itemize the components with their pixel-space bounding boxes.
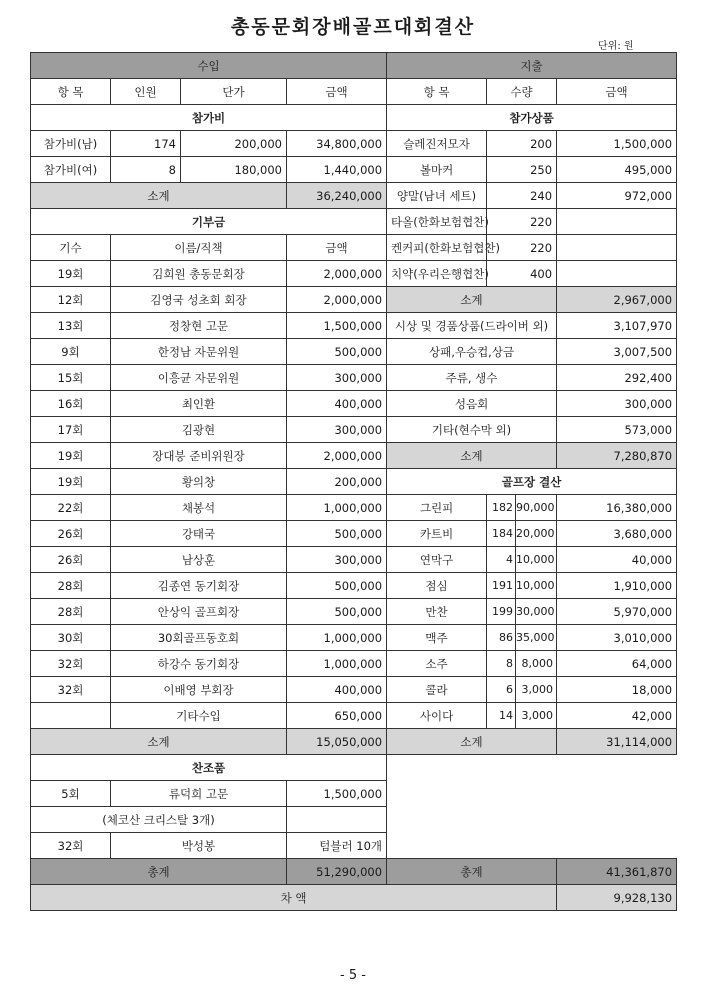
cell: 남상훈: [111, 547, 287, 573]
subtotal-label: 소계: [31, 729, 287, 755]
cell: 상패,우승컵,상금: [387, 339, 557, 365]
cell: 300,000: [287, 365, 387, 391]
cell: 650,000: [287, 703, 387, 729]
table-row: [31, 287, 677, 313]
cell: 맥주: [387, 625, 487, 651]
cell: 참가비(여): [31, 157, 111, 183]
cell: [557, 261, 677, 287]
cell: 1,500,000: [287, 313, 387, 339]
cell: 강태국: [111, 521, 287, 547]
golf-unit-price: 3,000: [515, 703, 556, 728]
golf-qty: 8: [506, 657, 514, 670]
table-row: [31, 443, 677, 469]
table-row: [31, 131, 677, 157]
settlement-table: [30, 52, 677, 911]
table-row: [31, 417, 677, 443]
document-title: 총동문회장배골프대회결산: [230, 16, 476, 38]
subtotal-value: 36,240,000: [287, 183, 387, 209]
table-row: [31, 573, 677, 599]
col-header: 항 목: [387, 79, 487, 105]
subtotal-value: 15,050,000: [287, 729, 387, 755]
cell: 8: [111, 157, 181, 183]
cell: 사이다: [387, 703, 487, 729]
cell: 19회: [31, 261, 111, 287]
cell: 3,107,970: [557, 313, 677, 339]
cell: 26회: [31, 521, 111, 547]
golf-price-amount: [557, 573, 677, 599]
golf-amount: 40,000: [631, 552, 673, 567]
cell: 5회: [31, 781, 111, 807]
golf-price-amount: [557, 677, 677, 703]
golf-amount: 18,000: [631, 682, 673, 697]
cell: 장대붕 준비위원장: [111, 443, 287, 469]
cell: 1,000,000: [287, 651, 387, 677]
table-row: [31, 703, 677, 729]
table-row: [31, 339, 677, 365]
table-row: [31, 833, 677, 859]
table-row: [31, 313, 677, 339]
income-section-header: 수입: [31, 53, 387, 79]
subtotal-label: 소계: [387, 287, 557, 313]
col-header: 이름/직책: [111, 235, 287, 261]
table-row: [31, 469, 677, 495]
col-header: 금액: [557, 79, 677, 105]
cell: 300,000: [557, 391, 677, 417]
cell: 정창현 고문: [111, 313, 287, 339]
cell: 한정남 자문위원: [111, 339, 287, 365]
cell: 점심: [387, 573, 487, 599]
cell: 32회: [31, 651, 111, 677]
col-header: 금액: [287, 235, 387, 261]
table-row: [31, 729, 677, 755]
table-row: [31, 599, 677, 625]
cell: 2,000,000: [287, 443, 387, 469]
table-row: [31, 625, 677, 651]
cell: 소주: [387, 651, 487, 677]
cell: 이배영 부회장: [111, 677, 287, 703]
cell: 하강수 동기회장: [111, 651, 287, 677]
cell: 500,000: [287, 599, 387, 625]
cell: 참가비(남): [31, 131, 111, 157]
golf-unit-price: 10,000: [515, 547, 558, 572]
cell: 3,007,500: [557, 339, 677, 365]
cell: (체코산 크리스탈 3개): [31, 807, 287, 833]
golf-price-amount: [557, 625, 677, 651]
cell: 250: [487, 157, 557, 183]
cell: 19회: [31, 443, 111, 469]
golf-unit-price: 90,000: [515, 495, 558, 520]
sponsor-section-title: 찬조품: [31, 755, 387, 781]
subtotal-label: 소계: [31, 183, 287, 209]
table-row: [31, 391, 677, 417]
golf-qty: 14: [499, 709, 514, 722]
golf-qty: 86: [499, 631, 514, 644]
col-header: 항 목: [31, 79, 111, 105]
golf-unit-price: 10,000: [515, 573, 558, 598]
col-header: 기수: [31, 235, 111, 261]
cell: 12회: [31, 287, 111, 313]
cell: 성음회: [387, 391, 557, 417]
cell: 15회: [31, 365, 111, 391]
cell: 495,000: [557, 157, 677, 183]
cell: 174: [111, 131, 181, 157]
golf-amount: 64,000: [631, 656, 673, 671]
col-header: 단가: [181, 79, 287, 105]
table-row: [31, 807, 677, 833]
golf-amount: 42,000: [631, 708, 673, 723]
cell: 양말(남녀 세트): [387, 183, 487, 209]
cell: 기타(현수막 외): [387, 417, 557, 443]
subtotal-value: 7,280,870: [557, 443, 677, 469]
subtotal-label: 소계: [387, 443, 557, 469]
cell: 16회: [31, 391, 111, 417]
cell: 220: [487, 235, 557, 261]
page-number: - 5 -: [340, 968, 366, 983]
cell: 1,500,000: [557, 131, 677, 157]
cell: 200,000: [181, 131, 287, 157]
cell: 240: [487, 183, 557, 209]
subtotal-value: 31,114,000: [557, 729, 677, 755]
table-row: [31, 859, 677, 885]
cell: 안상익 골프회장: [111, 599, 287, 625]
cell: 슬레진저모자: [387, 131, 487, 157]
cell: 이흥균 자문위원: [111, 365, 287, 391]
cell: 500,000: [287, 339, 387, 365]
table-row: [31, 261, 677, 287]
golf-qty: 6: [506, 683, 514, 696]
cell: 박성봉: [111, 833, 287, 859]
cell: 26회: [31, 547, 111, 573]
cell: [487, 599, 557, 625]
cell: 기타수입: [111, 703, 287, 729]
golf-qty: 4: [506, 553, 514, 566]
cell: 22회: [31, 495, 111, 521]
cell: 400,000: [287, 677, 387, 703]
cell: 만찬: [387, 599, 487, 625]
cell: 300,000: [287, 417, 387, 443]
cell: 시상 및 경품상품(드라이버 외): [387, 313, 557, 339]
golf-qty: 182: [492, 501, 514, 514]
golf-unit-price: 3,000: [515, 677, 556, 702]
cell: 573,000: [557, 417, 677, 443]
cell: 30회: [31, 625, 111, 651]
golf-qty: 199: [492, 605, 514, 618]
cell: 1,000,000: [287, 495, 387, 521]
golf-unit-price: 8,000: [515, 651, 556, 676]
cell: [487, 703, 557, 729]
cell: 13회: [31, 313, 111, 339]
prize-section-title: 참가상품: [387, 105, 677, 131]
cell: [31, 703, 111, 729]
golf-qty: 191: [492, 579, 514, 592]
golf-unit-price: 30,000: [515, 599, 558, 624]
golf-section-title: 골프장 결산: [387, 469, 677, 495]
golf-price-amount: [557, 521, 677, 547]
cell: 300,000: [287, 547, 387, 573]
table-row: [31, 183, 677, 209]
blank: [387, 755, 677, 781]
balance-value: 9,928,130: [557, 885, 677, 911]
total-value: 51,290,000: [287, 859, 387, 885]
unit-label: 단위: 원: [598, 41, 634, 52]
cell: 주류, 생수: [387, 365, 557, 391]
cell: 류덕희 고문: [111, 781, 287, 807]
balance-label: 차 액: [31, 885, 557, 911]
cell: [487, 625, 557, 651]
cell: 30회골프동호회: [111, 625, 287, 651]
golf-price-amount: [557, 651, 677, 677]
cell: 1,440,000: [287, 157, 387, 183]
cell: 2,000,000: [287, 261, 387, 287]
cell: 1,500,000: [287, 781, 387, 807]
table-row: [31, 885, 677, 911]
cell: 32회: [31, 833, 111, 859]
cell: 500,000: [287, 573, 387, 599]
total-value: 41,361,870: [557, 859, 677, 885]
cell: 2,000,000: [287, 287, 387, 313]
table-row: [31, 157, 677, 183]
golf-qty: 184: [492, 527, 514, 540]
column-header-row: [31, 79, 677, 105]
cell: 292,400: [557, 365, 677, 391]
golf-price-amount: [557, 599, 677, 625]
fee-section-title: 참가비: [31, 105, 387, 131]
cell: 연막구: [387, 547, 487, 573]
table-row: [31, 235, 677, 261]
table-row: [31, 547, 677, 573]
cell: 19회: [31, 469, 111, 495]
cell: 34,800,000: [287, 131, 387, 157]
golf-amount: 5,970,000: [613, 604, 673, 619]
cell: 콜라: [387, 677, 487, 703]
table-row: [31, 755, 677, 781]
col-header: 금액: [287, 79, 387, 105]
table-row: [31, 677, 677, 703]
golf-amount: 3,010,000: [613, 630, 673, 645]
golf-price-amount: [557, 547, 677, 573]
blank: [287, 807, 387, 833]
blank: [387, 833, 677, 859]
cell: [557, 209, 677, 235]
table-row: [31, 521, 677, 547]
cell: 켄커피(한화보험협찬): [387, 235, 487, 261]
col-header: 인원: [111, 79, 181, 105]
col-header: 수량: [487, 79, 557, 105]
cell: 180,000: [181, 157, 287, 183]
cell: 972,000: [557, 183, 677, 209]
cell: 500,000: [287, 521, 387, 547]
golf-amount: 16,380,000: [606, 500, 673, 515]
table-row: [31, 209, 677, 235]
golf-price-amount: [557, 495, 677, 521]
cell: 그린피: [387, 495, 487, 521]
cell: [487, 651, 557, 677]
cell: 28회: [31, 599, 111, 625]
cell: 9회: [31, 339, 111, 365]
expense-section-header: 지출: [387, 53, 677, 79]
blank: [387, 781, 677, 807]
cell: 400,000: [287, 391, 387, 417]
total-label: 총계: [31, 859, 287, 885]
cell: 치약(우리은행협찬): [387, 261, 487, 287]
golf-amount: 3,680,000: [613, 526, 673, 541]
cell: 28회: [31, 573, 111, 599]
cell: 200: [487, 131, 557, 157]
cell: [487, 495, 557, 521]
cell: 220: [487, 209, 557, 235]
cell: [487, 547, 557, 573]
cell: 카트비: [387, 521, 487, 547]
cell: 17회: [31, 417, 111, 443]
cell: 채봉석: [111, 495, 287, 521]
cell: 32회: [31, 677, 111, 703]
golf-price-amount: [557, 703, 677, 729]
table-row: [31, 781, 677, 807]
cell: 최인환: [111, 391, 287, 417]
golf-unit-price: 35,000: [515, 625, 558, 650]
cell: 타올(한화보험협찬): [387, 209, 487, 235]
table-row: [31, 365, 677, 391]
table-row: [31, 495, 677, 521]
cell: 김영국 성초회 회장: [111, 287, 287, 313]
cell: 텀블러 10개: [287, 833, 387, 859]
cell: 200,000: [287, 469, 387, 495]
cell: 황의창: [111, 469, 287, 495]
cell: 김희원 총동문회장: [111, 261, 287, 287]
blank: [387, 807, 677, 833]
cell: [557, 235, 677, 261]
table-row: [31, 651, 677, 677]
golf-amount: 1,910,000: [613, 578, 673, 593]
golf-unit-price: 20,000: [515, 521, 558, 546]
cell: [487, 677, 557, 703]
total-label: 총계: [387, 859, 557, 885]
cell: 김광현: [111, 417, 287, 443]
subtotal-value: 2,967,000: [557, 287, 677, 313]
cell: [487, 573, 557, 599]
cell: 400: [487, 261, 557, 287]
cell: 1,000,000: [287, 625, 387, 651]
cell: [487, 521, 557, 547]
cell: 김종연 동기회장: [111, 573, 287, 599]
donation-section-title: 기부금: [31, 209, 387, 235]
subtotal-label: 소계: [387, 729, 557, 755]
cell: 볼마커: [387, 157, 487, 183]
